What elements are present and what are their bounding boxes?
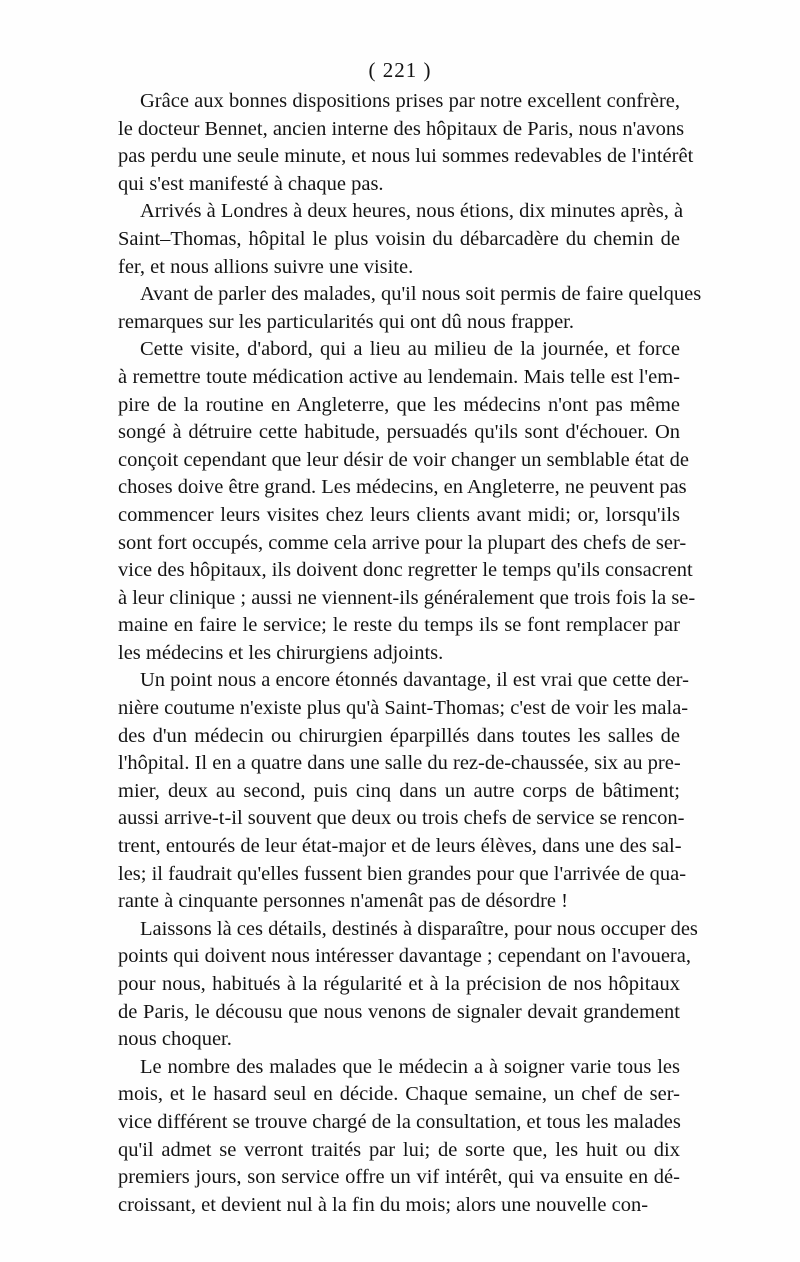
text-line: Saint–Thomas, hôpital le plus voisin du débarcadère du chemin de (118, 227, 680, 250)
text-line: pas perdu une seule minute, et nous lui sommes redevables de l'intérêt (118, 145, 694, 168)
text-line: pour nous, habitués à la régularité et à la précision de nos hôpitaux (118, 973, 680, 995)
text-line: mois, et le hasard seul en décide. Chaque semaine, un chef de ser- (118, 1083, 680, 1106)
text-line: aussi arrive-t-il souvent que deux ou trois chefs de service se rencon- (118, 807, 685, 830)
text-line: remarques sur les particularités qui ont dû nous frapper. (118, 310, 574, 333)
text-line: Le nombre des malades que le médecin a à soigner varie tous les (140, 1055, 680, 1078)
text-line: Un point nous a encore étonnés davantage, il est vrai que cette der- (140, 669, 689, 692)
text-line: commencer leurs visites chez leurs clients avant midi; or, lorsqu'ils (118, 503, 680, 526)
text-line: premiers jours, son service offre un vif intérêt, qui va ensuite en dé- (118, 1166, 680, 1189)
text-line: songé à détruire cette habitude, persuadés qu'ils sont d'échouer. On (118, 421, 680, 444)
text-line: à leur clinique ; aussi ne viennent-ils généralement que trois fois la se- (118, 586, 696, 609)
text-line: Cette visite, d'abord, qui a lieu au milieu de la journée, et force (140, 338, 680, 361)
text-line: les médecins et les chirurgiens adjoints. (118, 641, 444, 664)
text-line: qu'il admet se verront traités par lui; de sorte que, les huit ou dix (118, 1138, 680, 1161)
text-line: sont fort occupés, comme cela arrive pour la plupart des chefs de ser- (118, 531, 687, 554)
paragraph (118, 1054, 680, 1220)
paragraph (118, 281, 702, 336)
paragraph (118, 916, 698, 1054)
text-line: croissant, et devient nul à la fin du mois; alors une nouvelle con- (118, 1193, 649, 1216)
text-line: Grâce aux bonnes dispositions prises par notre excellent confrère, (140, 90, 680, 112)
text-line: Arrivés à Londres à deux heures, nous étions, dix minutes après, à (140, 200, 684, 223)
text-line: Laissons là ces détails, destinés à disparaître, pour nous occuper des (140, 917, 698, 940)
text-line: de Paris, le décousu que nous venons de signaler devait grandement (118, 1000, 680, 1023)
text-line: choses doive être grand. Les médecins, en Angleterre, ne peuvent pas (118, 476, 687, 499)
text-line: fer, et nous allions suivre une visite. (118, 255, 414, 278)
text-line: points qui doivent nous intéresser davantage ; cependant on l'avouera, (118, 945, 691, 968)
text-line: trent, entourés de leur état-major et de leurs élèves, dans une des sal- (118, 835, 682, 858)
paragraph (118, 88, 694, 198)
paragraph (118, 336, 696, 667)
text-line: nière coutume n'existe plus qu'à Saint-Thomas; c'est de voir les mala- (118, 697, 689, 720)
paragraph (118, 198, 684, 281)
text-line: nous choquer. (118, 1028, 232, 1051)
text-line: qui s'est manifesté à chaque pas. (118, 172, 384, 195)
text-line: maine en faire le service; le reste du temps ils se font remplacer par (118, 614, 680, 637)
text-line: pire de la routine en Angleterre, que les médecins n'ont pas même (118, 393, 680, 416)
paragraph (118, 667, 689, 915)
text-line: les; il faudrait qu'elles fussent bien grandes pour que l'arrivée de qua- (118, 862, 687, 885)
page-number: ( 221 ) (368, 58, 432, 82)
text-line: à remettre toute médication active au lendemain. Mais telle est l'em- (118, 365, 680, 388)
text-line: l'hôpital. Il en a quatre dans une salle du rez-de-chaussée, six au pre- (118, 752, 681, 775)
text-line: des d'un médecin ou chirurgien éparpillés dans toutes les salles de (118, 724, 680, 747)
text-line: conçoit cependant que leur désir de voir changer un semblable état de (118, 448, 689, 471)
text-line: mier, deux au second, puis cinq dans un autre corps de bâtiment; (118, 779, 680, 802)
text-line: rante à cinquante personnes n'amenât pas de désordre ! (118, 890, 568, 913)
text-line: Avant de parler des malades, qu'il nous soit permis de faire quelques (140, 283, 702, 306)
text-line: le docteur Bennet, ancien interne des hôpitaux de Paris, nous n'avons (118, 117, 685, 140)
text-line: vice différent se trouve chargé de la consultation, et tous les malades (118, 1110, 681, 1133)
page-body-text (118, 88, 702, 1219)
text-line: vice des hôpitaux, ils doivent donc regretter le temps qu'ils consacrent (118, 559, 693, 582)
